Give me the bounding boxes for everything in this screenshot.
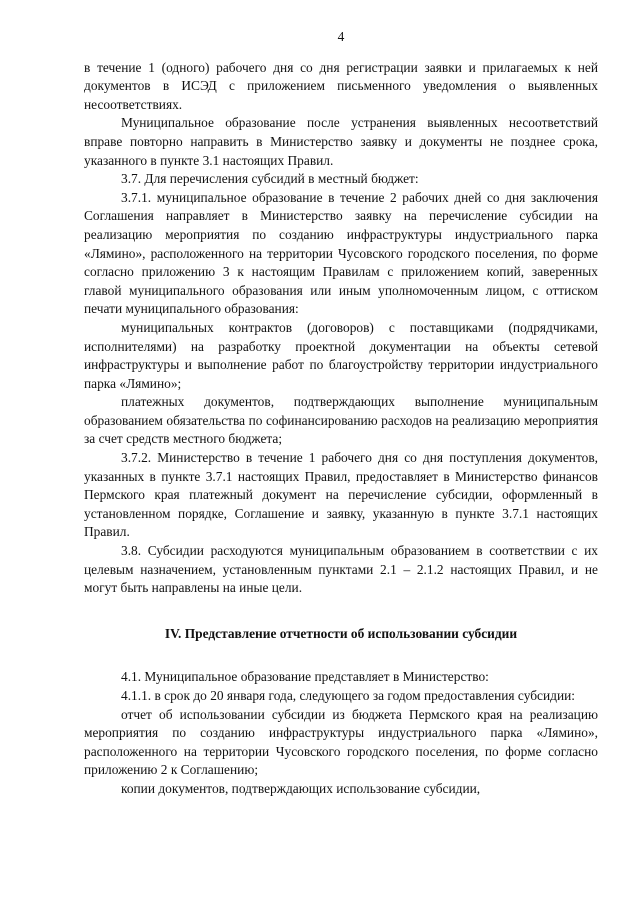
- section-heading: IV. Представление отчетности об использовании субсидии: [164, 625, 518, 641]
- paragraph-3-8: 3.8. Субсидии расходуются муниципальным образованием в соответствии с их целевым назначением, установленным пунктами 2.1 – 2.1.2 настоящих Правил, и не могут быть направлены на иные цели.: [84, 543, 598, 596]
- paragraph-3-7-2: 3.7.2. Министерство в течение 1 рабочего дня со дня поступления документов, указанных в пункте 3.7.1 настоящих Правил, предоставляет в Министерство финансов Пермского края платежный документ на перечисление субсидии, оформленный в установленном порядке, Соглашение и заявку, указанную в пункте 3.7.1 настоящих Правил.: [84, 450, 598, 540]
- paragraph-contracts: муниципальных контрактов (договоров) с поставщиками (подрядчиками, исполнителями) на разработку проектной документации на объекты сетевой инфраструктуры и выполнение работ по благоустройству территории индустриального парка «Лямино»;: [84, 319, 598, 391]
- paragraph-4-1: 4.1. Муниципальное образование представляет в Министерство:: [121, 669, 489, 685]
- paragraph-report: отчет об использовании субсидии из бюджета Пермского края на реализацию мероприятия по созданию инфраструктуры индустриального парка «Лямино», расположенного на территории Чусовского городского поселения, по форме согласно приложению 2 к Соглашению;: [84, 706, 598, 778]
- paragraph-4-1-1: 4.1.1. в срок до 20 января года, следующего за годом предоставления субсидии:: [121, 688, 576, 703]
- paragraph-3-7-1: 3.7.1. муниципальное образование в течение 2 рабочих дней со дня заключения Соглашения направляет в Министерство заявку на перечисление субсидии на реализацию мероприятия по созданию инфраструктуры индустриального парка «Лямино», расположенного на территории Чусовского городского поселения, по форме согласно приложению 3 к настоящим Правилам с приложением копий, заверенных главой муниципального образования или иным уполномоченным лицом, с оттиском печати муниципального образования:: [84, 189, 598, 317]
- page-number: 4: [337, 29, 345, 44]
- paragraph-resubmission: Муниципальное образование после устранения выявленных несоответствий вправе повторно направить в Министерство заявку и документы не позднее срока, указанного в пункте 3.1 настоящих Правил.: [84, 115, 598, 168]
- paragraph-3-7: 3.7. Для перечисления субсидий в местный бюджет:: [121, 171, 419, 187]
- paragraph-payment-documents: платежных документов, подтверждающих выполнение муниципальным образованием обязательства по софинансированию расходов на реализацию мероприятия за счет средств местного бюджета;: [84, 394, 598, 447]
- paragraph-copies: копии документов, подтверждающих использование субсидии,: [121, 780, 481, 796]
- paragraph-notification: в течение 1 (одного) рабочего дня со дня регистрации заявки и прилагаемых к ней документов в ИСЭД с приложением письменного уведомления о выявленных несоответствиях.: [84, 59, 598, 112]
